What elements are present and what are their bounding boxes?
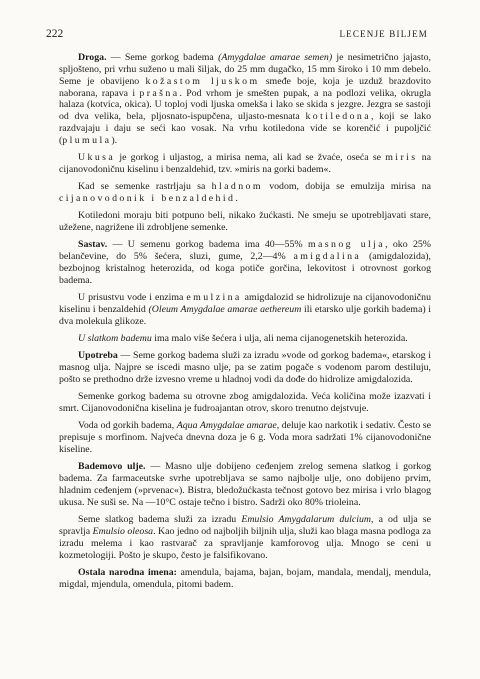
text-run: ili etarsko ulje gorkih badema) i dva molekula glikoze. [59,303,432,327]
text-run: je gorkog i uljastog, a mirisa nema, ali kad se žvaće, oseća se [115,152,386,164]
text-run: . Kao jedno od najboljih biljnih ulja, služi kao blaga masna podloga za izradu melema i kao rastvarač za spravljanje kamforovog ulja. Mnogo se ceni u kozmetologiji. Pošto je skupo, često je falsifikovano. [59,525,432,561]
text-run: , a od ulja se spravlja [59,513,431,537]
paragraph [59,461,431,508]
text-run: je nesimetrično jajasto, spljošteno, pri vrhu suženo u mali šiljak, do 25 mm dugačko, 15 mm široko i 10 mm debelo. Seme je obavijeno [59,52,432,87]
paragraph [59,52,431,147]
text-run: — U semenu gorkog badema ima 40—55% [107,239,308,251]
spaced-text: emulzina [186,292,242,304]
running-title: LECENJE BILJEM [339,29,428,39]
text-run: . Pod vrhom je smešten pupak, a na podlozi velika, okrugla halaza (kotvica, okica). U toploj vodi ljuska omekša i lako se skida s jezgre. Jezgra se sastoji od dva velika, bela, pljosnato-ispupčena, uljasto-mesnata [59,87,431,123]
paragraph [59,210,431,234]
text-run: ). [111,134,118,146]
text-run: ima malo više šećera i ulja, ali nema cijanogenetskih heterozida. [151,333,408,345]
spaced-text: miris [385,152,418,164]
text-run: Kotiledoni moraju biti potpuno beli, nikako žućkasti. Ne smeju se upotrebljavati stare, užežene, nagrižene ili zdrobljene semenke. [59,210,431,234]
paragraph [59,391,431,415]
paragraph [59,181,431,205]
italic-text: Emulsio Amygdalarum dulcium [241,513,372,525]
paragraph [59,239,431,286]
text-run: , koji se lako razdvajaju i daju se seći kao vosak. Na vrhu kotiledona vide se korenčić i pupoljčić ( [59,111,431,146]
spaced-text: masnog ulja [307,239,386,251]
spaced-text: kožastom ljuskom [145,75,260,87]
text-run: . [235,193,238,205]
italic-text: Emulsio oleosa [92,525,154,537]
paragraph [59,514,431,561]
spaced-text: plumula [62,134,112,146]
text-run: — Masno ulje dobijeno ceđenjem zrelog semena slatkog i gorkog badema. Za farmaceutske svrhe upotrebljava se samo najbolje ulje, ono dobijeno prvim, hladnim ceđenjem (»prvenac«). Bistra, bledožućkasta tečnost gotovo bez mirisa i vrlo blagog ukusa. Ne suši se. Na —10°C ostaje tečno i bistro. Sadrži oko 80% trioleina. [59,461,432,508]
text-run: Voda od gorkih badema, [78,420,177,432]
italic-text: (Oleum Amygdalae amarae aethereum [148,303,302,315]
spaced-text: prašna [139,87,180,99]
text-run: amendula, bajama, bajan, bojam, mandala, mendalj, mendula, migdal, mjendula, omendula, pitomi badem. [59,566,431,590]
spaced-text: amigdalina [293,251,362,263]
paragraph-heading: Sastav. [78,239,108,251]
text-run: amigdalozid se hidrolizuje na cijanovodoničnu kiselinu i benzaldehid [59,292,431,315]
text-run: , deluje kao narkotik i sedativ. Često se prepisuje s morfinom. Najveća dnevna doza je 6 g. Voda mora sadržati 1% cijanovodonične kiseline. [59,420,431,455]
italic-text: Aqua Amygdalae amarae [176,420,277,432]
text-run: — Seme gorkog badema služi za izradu »vode od gorkog badema«, etarskog i masnog ulja. Najpre se iscedi masno ulje, pa se zatim pogače s vodenom parom destiluju, pošto se prethodno drže izvesno vreme u hladnoj vodi da dođe do hidrolize amigdalozida. [59,350,431,385]
paragraph-heading: Ostala narodna imena: [78,566,177,578]
italic-text: (Amygdalae amarae semen) [218,52,333,63]
paragraph [59,567,431,591]
spaced-text: cijanovodonik i benzaldehid [59,193,236,205]
page-number: 222 [46,28,64,40]
paragraph [59,350,431,386]
spaced-text: hladnom [211,181,263,193]
italic-text: U slatkom bademu [78,333,152,345]
text-run: smeđe boje, koja je uzduž brazdovito naborana, rapava i [59,75,431,99]
spaced-text: kotiledona [305,111,372,123]
paragraph-heading: Droga. [78,52,107,63]
text-run: vodom, dobija se emulzija mirisa na [262,181,432,193]
paragraph [59,152,431,176]
paragraph [59,292,431,328]
body-text [59,52,431,590]
text-run: Kad se semenke rastrljaju sa [78,181,212,193]
text-run: na cijanovodoničnu kiselinu i benzaldehid, tzv. »miris na gorki badem«. [59,152,431,175]
spaced-text: Ukusa [78,152,116,164]
text-run: Seme slatkog badema služi za izradu [78,513,242,525]
text-run: Semenke gorkog badema su otrovne zbog amigdalozida. Veća količina može izazvati i smrt. Cijanovodonična kiselina je fudroajantan otrov, skoro trenutno dejstvuje. [59,391,431,415]
paragraph-heading: Bademovo ulje. [78,461,146,473]
paragraph [59,420,431,456]
text-run: , oko 25% belančevine, do 5% šećera, sluzi, gume, 2,2—4% [59,239,431,263]
page-header [46,28,428,42]
text-run: (amigdalozida), bezbojnog kristalnog heterozida, od koga potiče gorčina, lekovitost i otrovnost gorkog badema. [59,251,431,286]
paragraph-heading: Upotreba [78,350,118,362]
paragraph [59,333,431,345]
text-run: — Seme gorkog badema [106,52,219,63]
text-run: U prisustvu vode i enzima [78,292,187,304]
